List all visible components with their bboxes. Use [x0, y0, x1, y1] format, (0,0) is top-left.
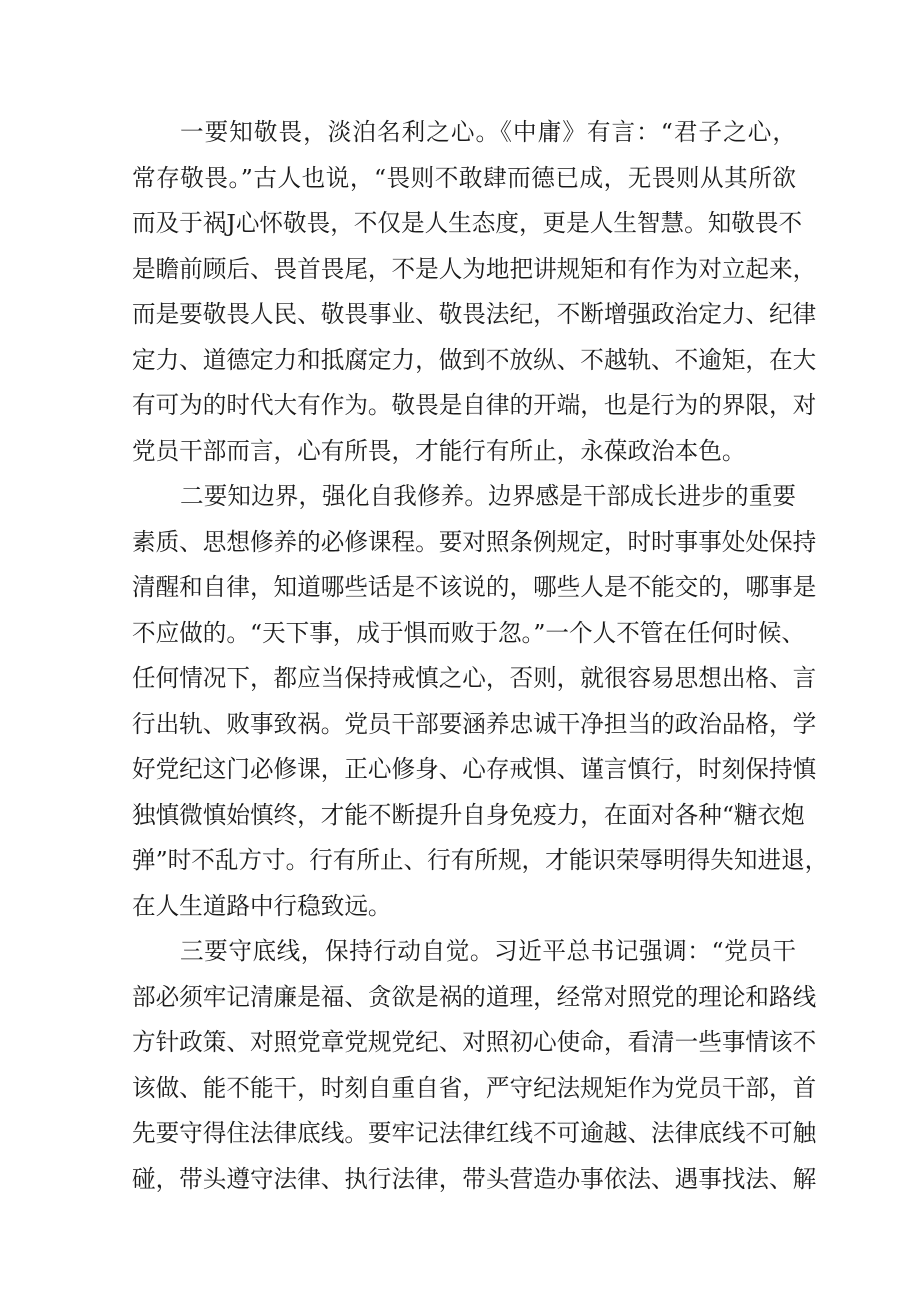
text-line: 在人生道路中行稳致远。 — [132, 891, 392, 920]
text-line: 碰，带头遵守法律、执行法律，带头营造办事依法、遇事找法、解 — [132, 1164, 817, 1193]
document-body — [132, 110, 829, 1202]
text-line: 而及于祸J心怀敬畏，不仅是人生态度，更是人生智慧。知敬畏不 — [132, 209, 803, 237]
text-line: 任何情况下，都应当保持戒慎之心，否则，就很容易思想出格、言 — [132, 664, 817, 692]
text-line: 先要守得住法律底线。要牢记法律红线不可逾越、法律底线不可触 — [132, 1119, 817, 1147]
text-line: 是瞻前顾后、畏首畏尾，不是人为地把讲规矩和有作为对立起来， — [132, 254, 817, 283]
text-line: 不应做的。“天下事，成于惧而败于忽。”一个人不管在任何时候、 — [132, 618, 805, 647]
text-line: 一要知敬畏，淡泊名利之心。《中庸》有言：“君子之心， — [180, 118, 796, 146]
text-line: 好党纪这门必修课，正心修身、心存戒惧、谨言慎行，时刻保持慎 — [132, 755, 817, 783]
text-line: 常存敬畏。”古人也说，“畏则不敢肆而德已成，无畏则从其所欲 — [132, 163, 796, 192]
text-line: 行出轨、败事致祸。党员干部要涵养忠诚干净担当的政治品格，学 — [132, 709, 817, 738]
text-line: 素质、思想修养的必修课程。要对照条例规定，时时事事处处保持 — [132, 527, 817, 556]
paragraph-1 — [132, 110, 817, 474]
paragraph-2 — [132, 474, 829, 929]
text-line: 有可为的时代大有作为。敬畏是自律的开端，也是行为的界限，对 — [132, 391, 817, 419]
text-line: 定力、道德定力和抵腐定力，做到不放纵、不越轨、不逾矩，在大 — [132, 345, 817, 374]
text-line: 三要守底线，保持行动自觉。习近平总书记强调：“党员干 — [180, 937, 796, 965]
text-line: 而是要敬畏人民、敬畏事业、敬畏法纪，不断增强政治定力、纪律 — [132, 300, 817, 328]
text-line: 该做、能不能干，时刻自重自省，严守纪法规矩作为党员干部，首 — [132, 1073, 817, 1102]
text-line: 清醒和自律，知道哪些话是不该说的，哪些人是不能交的，哪事是 — [132, 573, 817, 601]
text-line: 部必须牢记清廉是福、贪欲是祸的道理，经常对照党的理论和路线 — [132, 982, 817, 1011]
text-line: 方针政策、对照党章党规党纪、对照初心使命，看清一些事情该不 — [132, 1028, 817, 1056]
text-line: 独慎微慎始慎终，才能不断提升自身免疫力，在面对各种“糖衣炮 — [132, 800, 805, 829]
paragraph-3 — [132, 929, 817, 1202]
text-line: 党员干部而言，心有所畏，才能行有所止，永葆政治本色。 — [132, 436, 746, 465]
text-line: 二要知边界，强化自我修养。边界感是干部成长进步的重要 — [180, 482, 796, 510]
text-line: 弹”时不乱方寸。行有所止、行有所规，才能识荣辱明得失知进退， — [132, 846, 829, 874]
